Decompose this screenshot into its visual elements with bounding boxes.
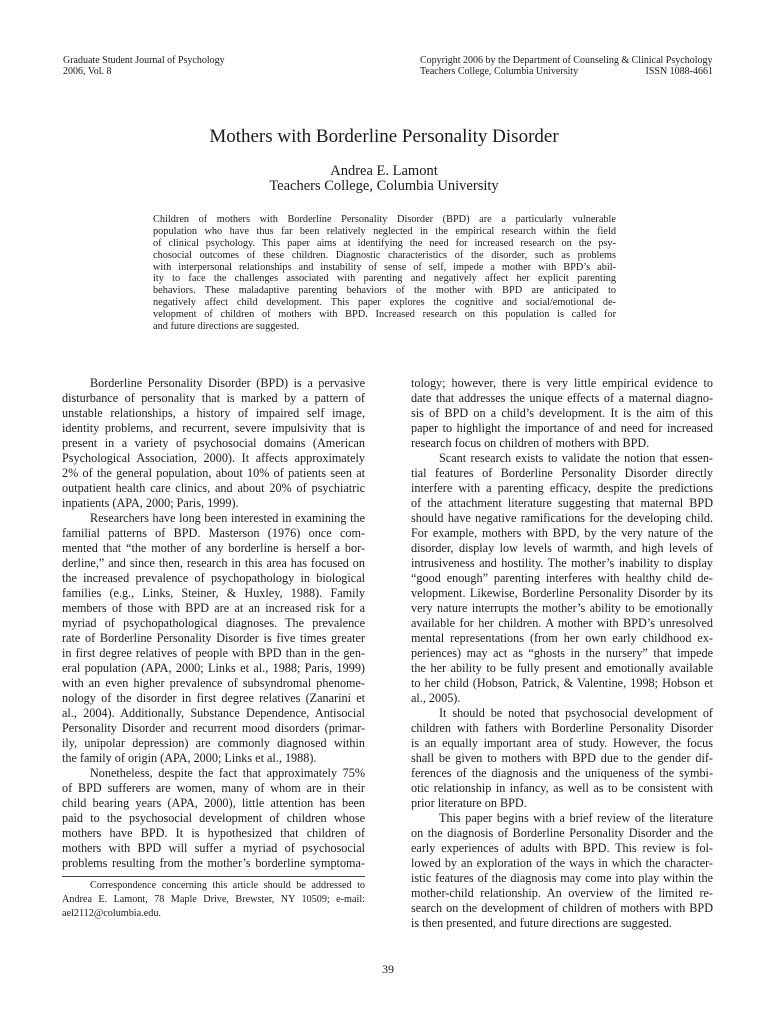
paragraph-line: al., 2005).	[411, 690, 461, 705]
paragraph-line: mothers with BPD will suffer a myriad of psychosocial	[62, 840, 365, 855]
paragraph	[411, 811, 713, 931]
paragraph-line: very nature interrupts the mother’s ability to be emotionally	[411, 600, 713, 615]
footnote-line: Correspondence concerning this article should be addressed to	[90, 880, 365, 891]
paragraph-line: identity problems, and recurrent, severe impulsivity that is	[62, 420, 365, 435]
paragraph-line: mental representations (from her own early childhood ex-	[411, 630, 713, 645]
paragraph	[62, 376, 365, 511]
abstract-line: and future directions are suggested.	[153, 321, 300, 333]
paragraph-line: outpatient health care clinics, and about 20% of psychiatric	[62, 480, 365, 495]
paragraph-line: rate of Borderline Personality Disorder is five times greater	[62, 630, 365, 645]
paragraph-line: unstable relationships, a history of impaired self image,	[62, 405, 365, 420]
author-name: Andrea E. Lamont	[330, 163, 438, 179]
paragraph-line: members of those with BPD are at an increased risk for a	[62, 600, 365, 615]
paragraph-line: “good enough” parenting interferes with healthy child de-	[411, 570, 713, 585]
paragraph-line: with an even higher prevalence of subsyndromal phenome-	[62, 675, 365, 690]
paragraph	[411, 376, 713, 451]
paragraph-line: sis of BPD on a child’s development. It is the aim of this	[411, 405, 713, 420]
copyright-notice: Copyright 2006 by the Department of Counseling & Clinical Psychology	[420, 55, 713, 66]
paragraph-line: mothers have BPD. It is hypothesized that children of	[62, 825, 365, 840]
paragraph-line: available for her children. A mother with BPD’s unresolved	[411, 615, 713, 630]
paragraph-line: interfere with a parenting efficacy, despite the predictions	[411, 480, 713, 495]
author-affiliation: Teachers College, Columbia University	[269, 177, 499, 194]
paragraph-line: on the diagnosis of Borderline Personality Disorder and the	[411, 825, 713, 840]
paragraph-line: ily, unipolar depression) are commonly diagnosed within	[62, 735, 365, 750]
paragraph-line: paid to the psychosocial development of children whose	[62, 810, 365, 825]
paragraph-line: intrusiveness and hostility. The mother’s inability to display	[411, 555, 713, 570]
paragraph	[62, 511, 365, 766]
paragraph-line: ferences of the diagnosis and the uniqueness of the symbi-	[411, 765, 713, 780]
paragraph	[62, 766, 365, 871]
paragraph-line: mother-child relationship. An overview of the limited re-	[411, 885, 713, 900]
paragraph-line: Scant research exists to validate the notion that essen-	[439, 450, 713, 465]
paragraph-line: 2% of the general population, about 10% of patients seen at	[62, 465, 365, 480]
paragraph-line: disorder, display low levels of warmth, and high levels of	[411, 540, 713, 555]
paragraph-line: the increased prevalence of psychopathology in biological	[62, 570, 365, 585]
paragraph	[411, 706, 713, 811]
running-header-left	[63, 56, 225, 77]
paragraph-line: should have negative ramifications for the developing child.	[411, 510, 713, 525]
paragraph-line: is an equally important area of study. However, the focus	[411, 735, 713, 750]
paragraph	[411, 451, 713, 706]
paragraph-line: families (e.g., Links, Steiner, & Huxley, 1988). Family	[62, 585, 365, 600]
footnote-line: ael2112@columbia.edu.	[62, 908, 161, 919]
paragraph-line: research focus on children of mothers with BPD.	[411, 435, 650, 450]
abstract-line: behaviors. These maladaptive parenting behaviors of the mother with BPD are anticipated to	[153, 285, 616, 297]
paragraph-line: problems resulting from the mother’s borderline symptoma-	[62, 855, 365, 870]
abstract-line: ity to face the challenges associated with parenting and negatively affect her explicit parenting	[153, 273, 616, 285]
paragraph-line: periences) may act as “ghosts in the nursery” that impede	[411, 645, 713, 660]
paragraph-line: mented that “the mother of any borderline is herself a bor-	[62, 540, 365, 555]
paragraph-line: the her ability to be fully present and emotionally available	[411, 660, 713, 675]
paragraph-line: of the attachment literature suggesting that maternal BPD	[411, 495, 713, 510]
paragraph-line: tial features of Borderline Personality Disorder directly	[411, 465, 713, 480]
paragraph-line: is then presented, and future directions are suggested.	[411, 915, 672, 930]
abstract	[153, 214, 616, 333]
journal-volume: 2006, Vol. 8	[63, 65, 112, 77]
paragraph-line: familial patterns of BPD. Masterson (1976) once com-	[62, 525, 365, 540]
paragraph-line: present in a variety of psychosocial domains (American	[62, 435, 365, 450]
paragraph-line: Nonetheless, despite the fact that approximately 75%	[90, 765, 365, 780]
page-number: 39	[382, 962, 394, 976]
paragraph-line: This paper begins with a brief review of the literature	[439, 810, 713, 825]
paragraph-line: disturbance of personality that is marked by a pattern of	[62, 390, 365, 405]
paragraph-line: shall be given to mothers with BPD due to the gender dif-	[411, 750, 713, 765]
paragraph-line: to her child (Hobson, Patrick, & Valentine, 1998; Hobson et	[411, 675, 713, 690]
author-block	[0, 164, 768, 193]
abstract-line: velopment of children of mothers with BPD. Increased research on this population is called for	[153, 309, 616, 321]
abstract-line: with interpersonal relationships and instability of sense of self, impede a mother with BPD’s abil-	[153, 261, 616, 273]
abstract-line: population who have thus far been relatively neglected in the empirical research within the field	[153, 225, 616, 237]
paragraph-line: inpatients (APA, 2000; Paris, 1999).	[62, 495, 239, 510]
issn: ISSN 1088-4661	[645, 65, 713, 77]
paragraph-line: velopment. Likewise, Borderline Personality Disorder by its	[411, 585, 713, 600]
abstract-line: of clinical psychology. This paper aims at identifying the need for increased research on the psy-	[153, 237, 616, 249]
paragraph-line: paper to highlight the importance of and need for increased	[411, 420, 713, 435]
paragraph-line: derline,” and since then, research in this area has focused on	[62, 555, 365, 570]
paragraph-line: date that addresses the unique effects of a maternal diagno-	[411, 390, 713, 405]
journal-name: Graduate Student Journal of Psychology	[63, 55, 225, 66]
paragraph-line: lowed by an exploration of the ways in which the character-	[411, 855, 713, 870]
abstract-line: Children of mothers with Borderline Personality Disorder (BPD) are a particularly vulnerable	[153, 214, 616, 225]
paragraph-line: myriad of psychopathological diagnoses. The prevalence	[62, 615, 365, 630]
paragraph-line: istic features of the diagnosis may come into play within the	[411, 870, 713, 885]
abstract-line: negatively affect child development. This paper explores the cognitive and social/emotional de-	[153, 297, 616, 309]
paragraph-line: Personality Disorder and recurrent mood disorders (primar-	[62, 720, 365, 735]
paragraph-line: child bearing years (APA, 2000), little attention has been	[62, 795, 365, 810]
body-column-right	[411, 376, 713, 931]
body-column-left	[62, 376, 365, 871]
paragraph-line: early experiences of adults with BPD. This review is fol-	[411, 840, 713, 855]
running-header-right	[420, 56, 713, 77]
footnote-divider	[62, 876, 365, 877]
paragraph-line: prior literature on BPD.	[411, 795, 527, 810]
paragraph-line: nology of the disorder in first degree relatives (Zanarini et	[62, 690, 365, 705]
abstract-line: chosocial outcomes of these children. Diagnostic characteristics of the disorder, such as problems	[153, 249, 616, 261]
paragraph-line: in first degree relatives of people with BPD than in the gen-	[62, 645, 365, 660]
correspondence-footnote	[62, 879, 365, 921]
footnote-line: Andrea E. Lamont, 78 Maple Drive, Brewster, NY 10509; e-mail:	[62, 894, 365, 905]
paragraph-line: Borderline Personality Disorder (BPD) is a pervasive	[90, 375, 365, 390]
paragraph-line: children with fathers with Borderline Personality Disorder	[411, 720, 713, 735]
paragraph-line: the family of origin (APA, 2000; Links et al., 1988).	[62, 750, 317, 765]
paragraph-line: search on the development of children of mothers with BPD	[411, 900, 713, 915]
paragraph-line: tology; however, there is very little empirical evidence to	[411, 375, 713, 390]
paragraph-line: Psychological Association, 2000). It affects approximately	[62, 450, 365, 465]
paragraph-line: of BPD sufferers are women, many of whom are in their	[62, 780, 365, 795]
publisher-institution: Teachers College, Columbia University	[420, 65, 579, 77]
paper-title: Mothers with Borderline Personality Disorder	[209, 126, 559, 147]
paragraph-line: al., 2004). Additionally, Substance Dependence, Antisocial	[62, 705, 365, 720]
paragraph-line: eral population (APA, 2000; Links et al., 1988; Paris, 1999)	[62, 660, 365, 675]
paragraph-line: For example, mothers with BPD, by the very nature of the	[411, 525, 713, 540]
paragraph-line: otic relationship in infancy, as well as to be consistent with	[411, 780, 713, 795]
paragraph-line: Researchers have long been interested in examining the	[90, 510, 365, 525]
paragraph-line: It should be noted that psychosocial development of	[439, 705, 713, 720]
